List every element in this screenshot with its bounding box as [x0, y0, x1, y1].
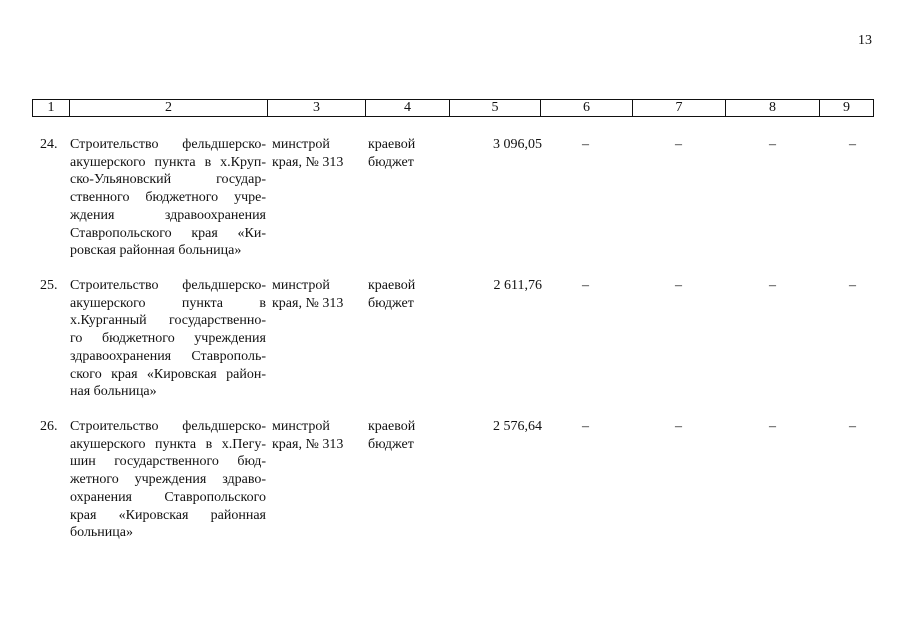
project-name: Строительство фельдшерско- акушерского пункта в х.Пегу- шин государственного бюд- жетного учреждения здраво- охранения Ставропольского края «Кировская районная больница»: [70, 419, 266, 541]
responsible-body: минстрой края, № 313: [272, 278, 344, 311]
col9-value: –: [849, 137, 856, 152]
row-number: 24.: [40, 137, 58, 152]
project-name: Строительство фельдшерско- акушерского пункта в х.Круп- ско-Ульяновский государ- ственного бюджетного учре- ждения здравоохранения Ставропольского края «Ки- ровская районная больница»: [70, 137, 266, 259]
responsible-body: минстрой края, № 313: [272, 137, 344, 170]
header-col-2: 2: [70, 100, 268, 117]
project-name: Строительство фельдшерско- акушерского пункта в х.Курганный государственно- го бюджетного учреждения здравоохранения Ставрополь- ского края «Кировская район- ная больница»: [70, 278, 266, 400]
col9-value: –: [849, 278, 856, 293]
amount: 2 576,64: [493, 419, 542, 434]
col7-value: –: [675, 278, 682, 293]
col6-value: –: [582, 137, 589, 152]
header-col-5: 5: [450, 100, 541, 117]
funding-source: краевой бюджет: [368, 419, 416, 452]
header-col-4: 4: [366, 100, 450, 117]
row-number: 26.: [40, 419, 58, 434]
header-col-7: 7: [633, 100, 726, 117]
col7-value: –: [675, 419, 682, 434]
header-col-6: 6: [541, 100, 633, 117]
header-col-9: 9: [820, 100, 874, 117]
col8-value: –: [769, 419, 776, 434]
col6-value: –: [582, 278, 589, 293]
amount: 2 611,76: [493, 278, 542, 293]
col7-value: –: [675, 137, 682, 152]
column-number-header: [32, 99, 874, 117]
funding-source: краевой бюджет: [368, 278, 416, 311]
responsible-body: минстрой края, № 313: [272, 419, 344, 452]
col8-value: –: [769, 278, 776, 293]
header-col-3: 3: [268, 100, 366, 117]
row-number: 25.: [40, 278, 58, 293]
header-col-8: 8: [726, 100, 820, 117]
col9-value: –: [849, 419, 856, 434]
col6-value: –: [582, 419, 589, 434]
amount: 3 096,05: [493, 137, 542, 152]
page-number: 13: [858, 33, 872, 48]
header-col-1: 1: [33, 100, 70, 117]
col8-value: –: [769, 137, 776, 152]
funding-source: краевой бюджет: [368, 137, 416, 170]
